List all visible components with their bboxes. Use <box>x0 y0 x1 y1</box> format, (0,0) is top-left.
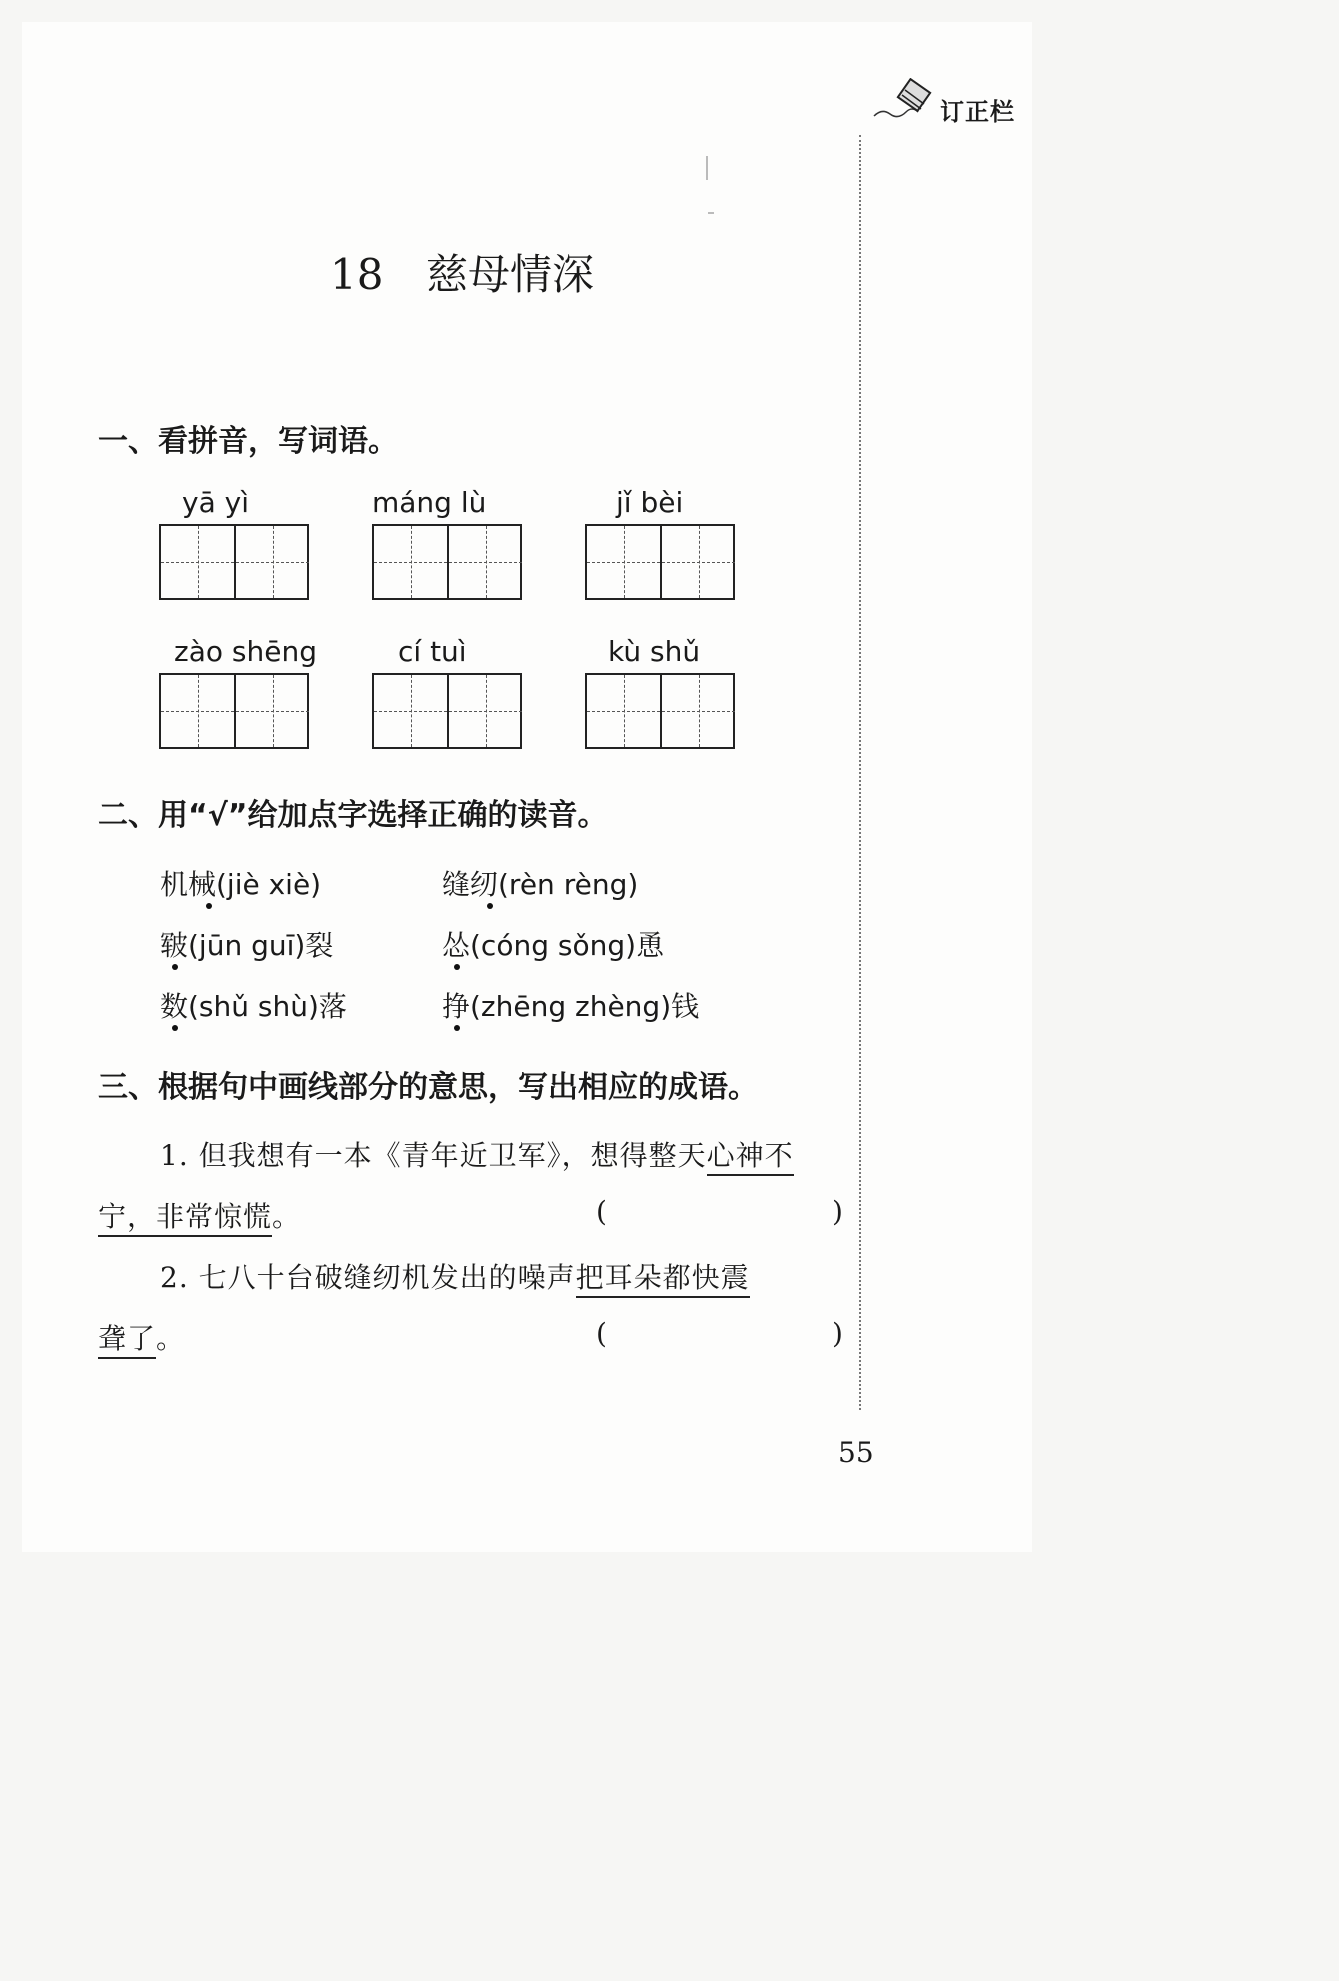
scan-speck <box>706 156 708 180</box>
answer-paren-open: ( <box>596 1195 607 1228</box>
answer-paren-close: ) <box>832 1195 843 1228</box>
pinyin-label: zào shēng <box>174 635 317 668</box>
pronunciation-option[interactable]: 机械(jiè xiè) <box>160 868 322 901</box>
writing-grid[interactable] <box>159 524 309 600</box>
emphasis-dot <box>172 1025 178 1031</box>
page-number: 55 <box>838 1436 874 1469</box>
pronunciation-option[interactable]: 缝纫(rèn rèng) <box>442 868 639 901</box>
pronunciation-option[interactable]: 数(shǔ shù)落 <box>160 990 347 1023</box>
pencil-icon <box>872 78 940 122</box>
section2-heading: 二、用“√”给加点字选择正确的读音。 <box>98 798 608 833</box>
emphasis-dot <box>172 964 178 970</box>
answer-blank-2[interactable] <box>612 1314 824 1350</box>
correction-column-label: 订正栏 <box>940 98 1015 126</box>
writing-grid[interactable] <box>585 524 735 600</box>
lesson-name: 慈母情深 <box>426 250 595 299</box>
pronunciation-option[interactable]: 挣(zhēng zhèng)钱 <box>442 990 700 1023</box>
emphasis-dot <box>206 903 212 909</box>
question-1-line2: 宁，非常惊慌。 <box>98 1195 301 1235</box>
section3-heading: 三、根据句中画线部分的意思，写出相应的成语。 <box>98 1070 758 1105</box>
pinyin-label: yā yì <box>182 486 249 519</box>
section1-heading: 一、看拼音，写词语。 <box>98 424 398 459</box>
underlined-phrase: 心神不 <box>707 1139 794 1176</box>
answer-blank-1[interactable] <box>612 1192 824 1228</box>
underlined-phrase: 宁，非常惊慌 <box>98 1200 272 1237</box>
pinyin-label: jǐ bèi <box>616 486 684 519</box>
writing-grid[interactable] <box>372 673 522 749</box>
pronunciation-option[interactable]: 怂(cóng sǒng)恿 <box>442 929 665 962</box>
pinyin-label: cí tuì <box>398 635 467 668</box>
question-1-line1: 1. 但我想有一本《青年近卫军》，想得整天心神不 <box>160 1134 794 1174</box>
underlined-phrase: 把耳朵都快震 <box>576 1261 750 1298</box>
writing-grid[interactable] <box>585 673 735 749</box>
emphasis-dot <box>454 964 460 970</box>
underlined-phrase: 聋了 <box>98 1322 156 1359</box>
answer-paren-close: ) <box>832 1317 843 1350</box>
pinyin-label: kù shǔ <box>608 635 701 668</box>
emphasis-dot <box>454 1025 460 1031</box>
pronunciation-option[interactable]: 皲(jūn guī)裂 <box>160 929 334 962</box>
writing-grid[interactable] <box>372 524 522 600</box>
question-2-line2: 聋了。 <box>98 1317 185 1357</box>
writing-grid[interactable] <box>159 673 309 749</box>
answer-paren-open: ( <box>596 1317 607 1350</box>
correction-margin-divider <box>859 135 861 1410</box>
emphasis-dot <box>487 903 493 909</box>
lesson-title <box>330 242 594 302</box>
question-2-line1: 2. 七八十台破缝纫机发出的噪声把耳朵都快震 <box>160 1256 750 1296</box>
pinyin-label: máng lù <box>372 486 487 519</box>
lesson-number: 18 <box>330 250 384 299</box>
scan-speck <box>708 212 714 214</box>
